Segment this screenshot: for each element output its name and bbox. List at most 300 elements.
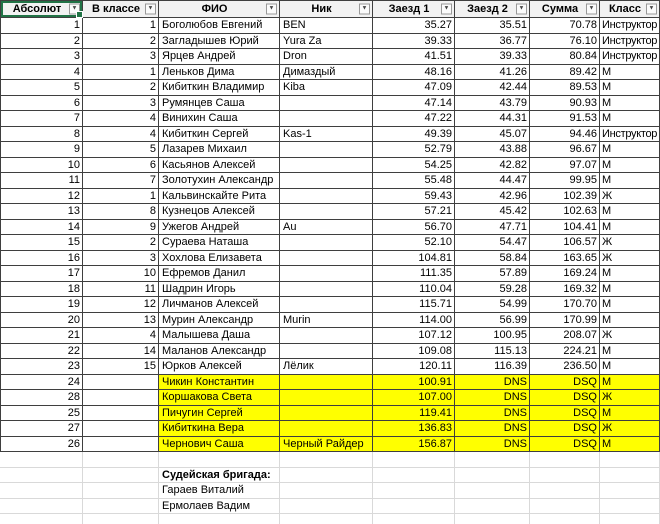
cell-race2[interactable]: DNS [455, 375, 530, 391]
cell-class[interactable]: Инструктор [600, 18, 660, 34]
empty-cell [455, 499, 530, 515]
cell-sum[interactable]: 70.78 [530, 18, 600, 34]
empty-cell [159, 452, 280, 468]
cell-race1[interactable]: 120.11 [373, 359, 455, 375]
empty-cell [600, 514, 660, 524]
cell-in_class[interactable]: 7 [83, 173, 159, 189]
cell-fio[interactable]: Золотухин Александр [159, 173, 280, 189]
column-header-class [600, 0, 660, 18]
cell-class[interactable]: Инструктор [600, 127, 660, 143]
cell-absolute[interactable]: 3 [0, 49, 83, 65]
cell-race1[interactable]: 54.25 [373, 158, 455, 174]
cell-absolute[interactable]: 25 [0, 406, 83, 422]
cell-absolute[interactable]: 16 [0, 251, 83, 267]
cell-in_class[interactable]: 3 [83, 49, 159, 65]
cell-sum[interactable]: DSQ [530, 375, 600, 391]
table-row [0, 421, 660, 437]
cell-in_class[interactable] [83, 406, 159, 422]
cell-sum[interactable]: 80.84 [530, 49, 600, 65]
cell-race2[interactable]: 43.88 [455, 142, 530, 158]
cell-race2[interactable]: 43.79 [455, 96, 530, 112]
cell-class[interactable]: М [600, 80, 660, 96]
cell-in_class[interactable]: 9 [83, 220, 159, 236]
table-row [0, 111, 660, 127]
cell-class[interactable]: М [600, 220, 660, 236]
cell-nick[interactable] [280, 96, 373, 112]
cell-fio[interactable]: Кузнецов Алексей [159, 204, 280, 220]
cell-fio[interactable]: Кибиткин Сергей [159, 127, 280, 143]
cell-fio[interactable]: Боголюбов Евгений [159, 18, 280, 34]
cell-absolute[interactable]: 15 [0, 235, 83, 251]
cell-class[interactable]: Ж [600, 235, 660, 251]
cell-fio[interactable]: Мурин Александр [159, 313, 280, 329]
cell-race2[interactable]: DNS [455, 421, 530, 437]
cell-nick[interactable] [280, 189, 373, 205]
cell-nick[interactable] [280, 111, 373, 127]
cell-class[interactable]: Ж [600, 421, 660, 437]
cell-race2[interactable]: 54.99 [455, 297, 530, 313]
grid-row [0, 483, 660, 499]
cell-class[interactable]: М [600, 173, 660, 189]
empty-cell [0, 468, 83, 484]
empty-cell [600, 468, 660, 484]
empty-cell [159, 514, 280, 524]
cell-nick[interactable]: Черный Райдер [280, 437, 373, 453]
cell-sum[interactable]: DSQ [530, 390, 600, 406]
empty-cell [530, 452, 600, 468]
cell-sum[interactable]: 236.50 [530, 359, 600, 375]
cell-absolute[interactable]: 9 [0, 142, 83, 158]
cell-class[interactable]: М [600, 96, 660, 112]
table-row [0, 344, 660, 360]
cell-fio[interactable]: Юрков Алексей [159, 359, 280, 375]
empty-cell [373, 468, 455, 484]
cell-fio[interactable]: Кибиткина Вера [159, 421, 280, 437]
filter-dropdown-icon[interactable]: ▼ [516, 4, 527, 15]
empty-cell [455, 468, 530, 484]
cell-fio[interactable]: Сураева Наташа [159, 235, 280, 251]
empty-cell [83, 514, 159, 524]
cell-sum[interactable]: 106.57 [530, 235, 600, 251]
column-header-label: Класс [608, 3, 642, 15]
cell-race1[interactable]: 56.70 [373, 220, 455, 236]
cell-fio[interactable]: Пичугин Сергей [159, 406, 280, 422]
filter-dropdown-icon[interactable]: ▼ [145, 4, 156, 15]
cell-race2[interactable]: 39.33 [455, 49, 530, 65]
cell-class[interactable]: Ж [600, 390, 660, 406]
cell-class[interactable]: М [600, 204, 660, 220]
cell-race2[interactable]: 45.42 [455, 204, 530, 220]
cell-nick[interactable]: Yura Za [280, 34, 373, 50]
cell-sum[interactable]: DSQ [530, 437, 600, 453]
cell-race2[interactable]: 45.07 [455, 127, 530, 143]
empty-cell [455, 514, 530, 524]
cell-nick[interactable]: Dron [280, 49, 373, 65]
cell-fio[interactable]: Кальвинскайте Рита [159, 189, 280, 205]
cell-sum[interactable]: 208.07 [530, 328, 600, 344]
cell-absolute[interactable]: 2 [0, 34, 83, 50]
cell-nick[interactable] [280, 251, 373, 267]
filter-dropdown-icon[interactable]: ▼ [69, 4, 80, 15]
empty-cell [530, 514, 600, 524]
cell-sum[interactable]: 94.46 [530, 127, 600, 143]
table-row [0, 282, 660, 298]
cell-race1[interactable]: 114.00 [373, 313, 455, 329]
cell-absolute[interactable]: 4 [0, 65, 83, 81]
cell-sum[interactable]: 89.42 [530, 65, 600, 81]
cell-race2[interactable]: 56.99 [455, 313, 530, 329]
cell-race1[interactable]: 39.33 [373, 34, 455, 50]
cell-absolute[interactable]: 5 [0, 80, 83, 96]
cell-race1[interactable]: 119.41 [373, 406, 455, 422]
cell-absolute[interactable]: 14 [0, 220, 83, 236]
cell-class[interactable]: М [600, 266, 660, 282]
table-body [0, 18, 660, 452]
cell-race2[interactable]: 47.71 [455, 220, 530, 236]
cell-absolute[interactable]: 20 [0, 313, 83, 329]
cell-race1[interactable]: 52.79 [373, 142, 455, 158]
cell-race1[interactable]: 49.39 [373, 127, 455, 143]
cell-race2[interactable]: 100.95 [455, 328, 530, 344]
column-header-absolute [0, 0, 83, 18]
cell-nick[interactable]: Kas-1 [280, 127, 373, 143]
cell-in_class[interactable]: 4 [83, 127, 159, 143]
cell-fio[interactable]: Коршакова Света [159, 390, 280, 406]
cell-fio[interactable]: Леньков Дима [159, 65, 280, 81]
filter-dropdown-icon[interactable]: ▼ [646, 4, 657, 15]
cell-sum[interactable]: 96.67 [530, 142, 600, 158]
cell-nick[interactable]: Kiba [280, 80, 373, 96]
column-header-sum [530, 0, 600, 18]
cell-nick[interactable] [280, 158, 373, 174]
empty-cell [280, 452, 373, 468]
cell-in_class[interactable]: 3 [83, 251, 159, 267]
table-row [0, 204, 660, 220]
column-header-label: Заезд 1 [388, 3, 430, 15]
cell-nick[interactable] [280, 282, 373, 298]
cell-absolute[interactable]: 8 [0, 127, 83, 143]
cell-race1[interactable]: 136.83 [373, 421, 455, 437]
cell-in_class[interactable]: 15 [83, 359, 159, 375]
cell-race2[interactable]: DNS [455, 390, 530, 406]
cell-class[interactable]: Ж [600, 328, 660, 344]
cell-race1[interactable]: 100.91 [373, 375, 455, 391]
column-header-race1 [373, 0, 455, 18]
cell-fio[interactable]: Шадрин Игорь [159, 282, 280, 298]
table-row [0, 96, 660, 112]
cell-sum[interactable]: 89.53 [530, 80, 600, 96]
empty-cell [83, 499, 159, 515]
table-row [0, 251, 660, 267]
empty-cell [280, 514, 373, 524]
column-header-label: Абсолют [12, 3, 62, 15]
cell-absolute[interactable]: 10 [0, 158, 83, 174]
cell-sum[interactable]: DSQ [530, 406, 600, 422]
cell-race1[interactable]: 48.16 [373, 65, 455, 81]
empty-cell [530, 468, 600, 484]
cell-sum[interactable]: DSQ [530, 421, 600, 437]
cell-in_class[interactable]: 2 [83, 34, 159, 50]
cell-absolute[interactable]: 7 [0, 111, 83, 127]
cell-fio[interactable]: Маланов Александр [159, 344, 280, 360]
cell-absolute[interactable]: 6 [0, 96, 83, 112]
cell-race2[interactable]: 115.13 [455, 344, 530, 360]
filter-dropdown-icon[interactable]: ▼ [441, 4, 452, 15]
cell-sum[interactable]: 91.53 [530, 111, 600, 127]
empty-cell [0, 499, 83, 515]
grid-row [0, 468, 660, 484]
cell-absolute[interactable]: 17 [0, 266, 83, 282]
cell-absolute[interactable]: 11 [0, 173, 83, 189]
cell-race2[interactable]: 42.82 [455, 158, 530, 174]
cell-fio[interactable]: Кибиткин Владимир [159, 80, 280, 96]
cell-in_class[interactable]: 4 [83, 111, 159, 127]
table-row [0, 313, 660, 329]
cell-sum[interactable]: 170.99 [530, 313, 600, 329]
cell-fio[interactable]: Загладышев Юрий [159, 34, 280, 50]
table-row [0, 142, 660, 158]
cell-fio[interactable]: Лазарев Михаил [159, 142, 280, 158]
column-header-in_class [83, 0, 159, 18]
cell-absolute[interactable]: 18 [0, 282, 83, 298]
cell-race2[interactable]: 57.89 [455, 266, 530, 282]
cell-class[interactable]: М [600, 158, 660, 174]
cell-sum[interactable]: 90.93 [530, 96, 600, 112]
cell-race2[interactable]: 54.47 [455, 235, 530, 251]
cell-race2[interactable]: 42.96 [455, 189, 530, 205]
cell-sum[interactable]: 76.10 [530, 34, 600, 50]
cell-race1[interactable]: 109.08 [373, 344, 455, 360]
cell-in_class[interactable]: 13 [83, 313, 159, 329]
cell-race1[interactable]: 115.71 [373, 297, 455, 313]
cell-in_class[interactable]: 1 [83, 189, 159, 205]
table-row [0, 127, 660, 143]
cell-in_class[interactable] [83, 390, 159, 406]
cell-in_class[interactable]: 2 [83, 80, 159, 96]
cell-absolute[interactable]: 27 [0, 421, 83, 437]
cell-nick[interactable] [280, 375, 373, 391]
cell-class[interactable]: М [600, 297, 660, 313]
cell-race2[interactable]: DNS [455, 437, 530, 453]
column-header-nick [280, 0, 373, 18]
cell-nick[interactable]: Murin [280, 313, 373, 329]
cell-sum[interactable]: 170.70 [530, 297, 600, 313]
cell-class[interactable]: М [600, 111, 660, 127]
empty-cell [280, 468, 373, 484]
cell-fio[interactable]: Ефремов Данил [159, 266, 280, 282]
table-row [0, 158, 660, 174]
cell-nick[interactable] [280, 173, 373, 189]
cell-nick[interactable]: Au [280, 220, 373, 236]
cell-in_class[interactable]: 6 [83, 158, 159, 174]
table-row [0, 359, 660, 375]
cell-nick[interactable]: BEN [280, 18, 373, 34]
cell-absolute[interactable]: 21 [0, 328, 83, 344]
cell-class[interactable]: Ж [600, 251, 660, 267]
judges-title[interactable]: Судейская бригада: [159, 468, 280, 484]
cell-race1[interactable]: 55.48 [373, 173, 455, 189]
cell-in_class[interactable]: 3 [83, 96, 159, 112]
cell-class[interactable]: М [600, 359, 660, 375]
cell-absolute[interactable]: 24 [0, 375, 83, 391]
column-header-fio [159, 0, 280, 18]
cell-race1[interactable]: 57.21 [373, 204, 455, 220]
cell-absolute[interactable]: 19 [0, 297, 83, 313]
cell-in_class[interactable] [83, 375, 159, 391]
cell-in_class[interactable]: 8 [83, 204, 159, 220]
table-row [0, 80, 660, 96]
cell-absolute[interactable]: 1 [0, 18, 83, 34]
table-row [0, 220, 660, 236]
cell-in_class[interactable] [83, 421, 159, 437]
cell-race1[interactable]: 35.27 [373, 18, 455, 34]
cell-class[interactable]: М [600, 313, 660, 329]
cell-sum[interactable]: 99.95 [530, 173, 600, 189]
cell-race1[interactable]: 47.14 [373, 96, 455, 112]
empty-cell [600, 499, 660, 515]
cell-class[interactable]: М [600, 437, 660, 453]
cell-race2[interactable]: 44.31 [455, 111, 530, 127]
table-row [0, 173, 660, 189]
cell-race1[interactable]: 111.35 [373, 266, 455, 282]
cell-sum[interactable]: 163.65 [530, 251, 600, 267]
cell-class[interactable]: Инструктор [600, 49, 660, 65]
cell-nick[interactable] [280, 297, 373, 313]
cell-fio[interactable]: Ужегов Андрей [159, 220, 280, 236]
cell-class[interactable]: М [600, 142, 660, 158]
cell-sum[interactable]: 169.32 [530, 282, 600, 298]
cell-in_class[interactable]: 4 [83, 328, 159, 344]
empty-cell [83, 468, 159, 484]
cell-fio[interactable]: Личманов Алексей [159, 297, 280, 313]
cell-class[interactable]: Ж [600, 189, 660, 205]
cell-race2[interactable]: 36.77 [455, 34, 530, 50]
cell-absolute[interactable]: 28 [0, 390, 83, 406]
cell-nick[interactable] [280, 390, 373, 406]
cell-race1[interactable]: 59.43 [373, 189, 455, 205]
cell-in_class[interactable]: 10 [83, 266, 159, 282]
cell-race2[interactable]: 59.28 [455, 282, 530, 298]
judge-name[interactable]: Ермолаев Вадим [159, 499, 280, 515]
filter-dropdown-icon[interactable]: ▼ [266, 4, 277, 15]
empty-cell [455, 483, 530, 499]
cell-class[interactable]: М [600, 406, 660, 422]
cell-fio[interactable]: Ярцев Андрей [159, 49, 280, 65]
cell-race1[interactable]: 156.87 [373, 437, 455, 453]
cell-fio[interactable]: Малышева Даша [159, 328, 280, 344]
cell-race1[interactable]: 47.09 [373, 80, 455, 96]
cell-race1[interactable]: 107.12 [373, 328, 455, 344]
cell-absolute[interactable]: 12 [0, 189, 83, 205]
cell-absolute[interactable]: 23 [0, 359, 83, 375]
filter-dropdown-icon[interactable]: ▼ [359, 4, 370, 15]
cell-nick[interactable] [280, 344, 373, 360]
cell-nick[interactable] [280, 421, 373, 437]
cell-race2[interactable]: 58.84 [455, 251, 530, 267]
empty-grid-area [0, 452, 660, 524]
cell-race1[interactable]: 47.22 [373, 111, 455, 127]
cell-sum[interactable]: 169.24 [530, 266, 600, 282]
filter-dropdown-icon[interactable]: ▼ [586, 4, 597, 15]
judge-name[interactable]: Гараев Виталий [159, 483, 280, 499]
cell-absolute[interactable]: 13 [0, 204, 83, 220]
cell-nick[interactable] [280, 328, 373, 344]
cell-fio[interactable]: Чикин Константин [159, 375, 280, 391]
cell-class[interactable]: М [600, 375, 660, 391]
cell-nick[interactable]: Димаздый [280, 65, 373, 81]
cell-race2[interactable]: 41.26 [455, 65, 530, 81]
table-row [0, 328, 660, 344]
cell-race2[interactable]: 35.51 [455, 18, 530, 34]
cell-race2[interactable]: 116.39 [455, 359, 530, 375]
empty-cell [373, 499, 455, 515]
cell-class[interactable]: М [600, 282, 660, 298]
empty-cell [600, 452, 660, 468]
cell-class[interactable]: М [600, 344, 660, 360]
cell-nick[interactable] [280, 406, 373, 422]
cell-nick[interactable] [280, 266, 373, 282]
empty-cell [280, 483, 373, 499]
cell-fio[interactable]: Хохлова Елизавета [159, 251, 280, 267]
cell-in_class[interactable]: 11 [83, 282, 159, 298]
cell-race2[interactable]: 44.47 [455, 173, 530, 189]
cell-fio[interactable]: Винихин Саша [159, 111, 280, 127]
cell-race2[interactable]: DNS [455, 406, 530, 422]
table-row [0, 390, 660, 406]
cell-race1[interactable]: 107.00 [373, 390, 455, 406]
cell-class[interactable]: Инструктор [600, 34, 660, 50]
cell-in_class[interactable] [83, 437, 159, 453]
grid-row [0, 499, 660, 515]
cell-sum[interactable]: 102.63 [530, 204, 600, 220]
cell-race1[interactable]: 104.81 [373, 251, 455, 267]
cell-in_class[interactable]: 2 [83, 235, 159, 251]
cell-in_class[interactable]: 12 [83, 297, 159, 313]
cell-nick[interactable] [280, 235, 373, 251]
cell-sum[interactable]: 224.21 [530, 344, 600, 360]
cell-nick[interactable] [280, 204, 373, 220]
table-row [0, 437, 660, 453]
cell-race2[interactable]: 42.44 [455, 80, 530, 96]
cell-race1[interactable]: 52.10 [373, 235, 455, 251]
cell-race1[interactable]: 41.51 [373, 49, 455, 65]
cell-in_class[interactable]: 1 [83, 18, 159, 34]
cell-fio[interactable]: Чернович Саша [159, 437, 280, 453]
empty-cell [0, 483, 83, 499]
cell-sum[interactable]: 104.41 [530, 220, 600, 236]
cell-race1[interactable]: 110.04 [373, 282, 455, 298]
table-row [0, 65, 660, 81]
empty-cell [0, 514, 83, 524]
empty-cell [373, 452, 455, 468]
empty-cell [600, 483, 660, 499]
column-header-label: В классе [91, 3, 141, 15]
cell-absolute[interactable]: 22 [0, 344, 83, 360]
cell-in_class[interactable]: 5 [83, 142, 159, 158]
cell-nick[interactable] [280, 142, 373, 158]
cell-fio[interactable]: Касьянов Алексей [159, 158, 280, 174]
cell-in_class[interactable]: 1 [83, 65, 159, 81]
table-row [0, 406, 660, 422]
cell-fio[interactable]: Румянцев Саша [159, 96, 280, 112]
cell-in_class[interactable]: 14 [83, 344, 159, 360]
cell-sum[interactable]: 102.39 [530, 189, 600, 205]
cell-sum[interactable]: 97.07 [530, 158, 600, 174]
cell-nick[interactable]: Лёлик [280, 359, 373, 375]
empty-cell [373, 514, 455, 524]
cell-class[interactable]: М [600, 65, 660, 81]
cell-absolute[interactable]: 26 [0, 437, 83, 453]
